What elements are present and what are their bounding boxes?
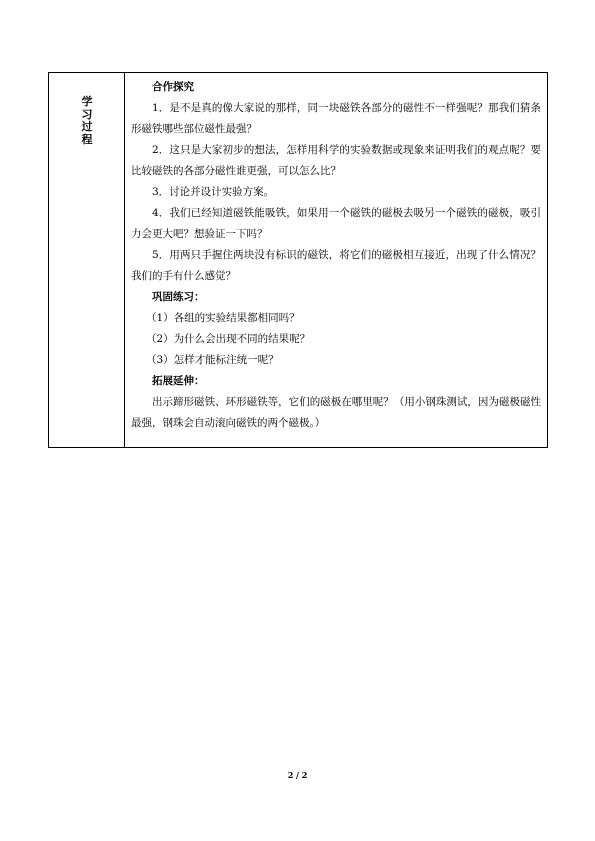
practice-heading: 巩固练习： bbox=[152, 291, 205, 303]
explore-paragraph-4: 4．我们已经知道磁铁能吸铁，如果用一个磁铁的磁极去吸另一个磁铁的磁极，吸引力会更大吧？想验证一下吗？ bbox=[131, 207, 541, 240]
page-number: 2 / 2 bbox=[287, 770, 308, 780]
explore-paragraph-1: 1．是不是真的像大家说的那样，同一块磁铁各部分的磁性不一样强呢？那我们猜条形磁铁哪些部位磁性最强？ bbox=[131, 102, 541, 135]
practice-item-1: （1）各组的实验结果都相同吗？ bbox=[146, 312, 300, 324]
practice-item-3: （3）怎样才能标注统一呢？ bbox=[146, 354, 279, 366]
extend-paragraph: 出示蹄形磁铁、环形磁铁等，它们的磁极在哪里呢？（用小钢珠测试，因为磁极磁性最强，钢珠会自动滚向磁铁的两个磁极。） bbox=[131, 396, 541, 429]
practice-item-2: （2）为什么会出现不同的结果呢？ bbox=[146, 333, 311, 345]
row-label-cell bbox=[49, 73, 125, 447]
extend-heading: 拓展延伸： bbox=[152, 375, 205, 387]
explore-paragraph-3: 3．讨论并设计实验方案。 bbox=[152, 186, 275, 198]
explore-paragraph-2: 2．这只是大家初步的想法，怎样用科学的实验数据或现象来证明我们的观点呢？要比较磁铁的各部分磁性谁更强，可以怎么比？ bbox=[131, 144, 541, 177]
explore-heading: 合作探究 bbox=[152, 81, 194, 93]
row-label-learning-process: 学 习 过 程 bbox=[81, 95, 93, 146]
content-cell bbox=[125, 73, 547, 447]
explore-paragraph-5: 5．用两只手握住两块没有标识的磁铁，将它们的磁极相互接近，出现了什么情况？我们的手有什么感觉？ bbox=[131, 249, 541, 282]
lesson-table bbox=[48, 72, 548, 448]
